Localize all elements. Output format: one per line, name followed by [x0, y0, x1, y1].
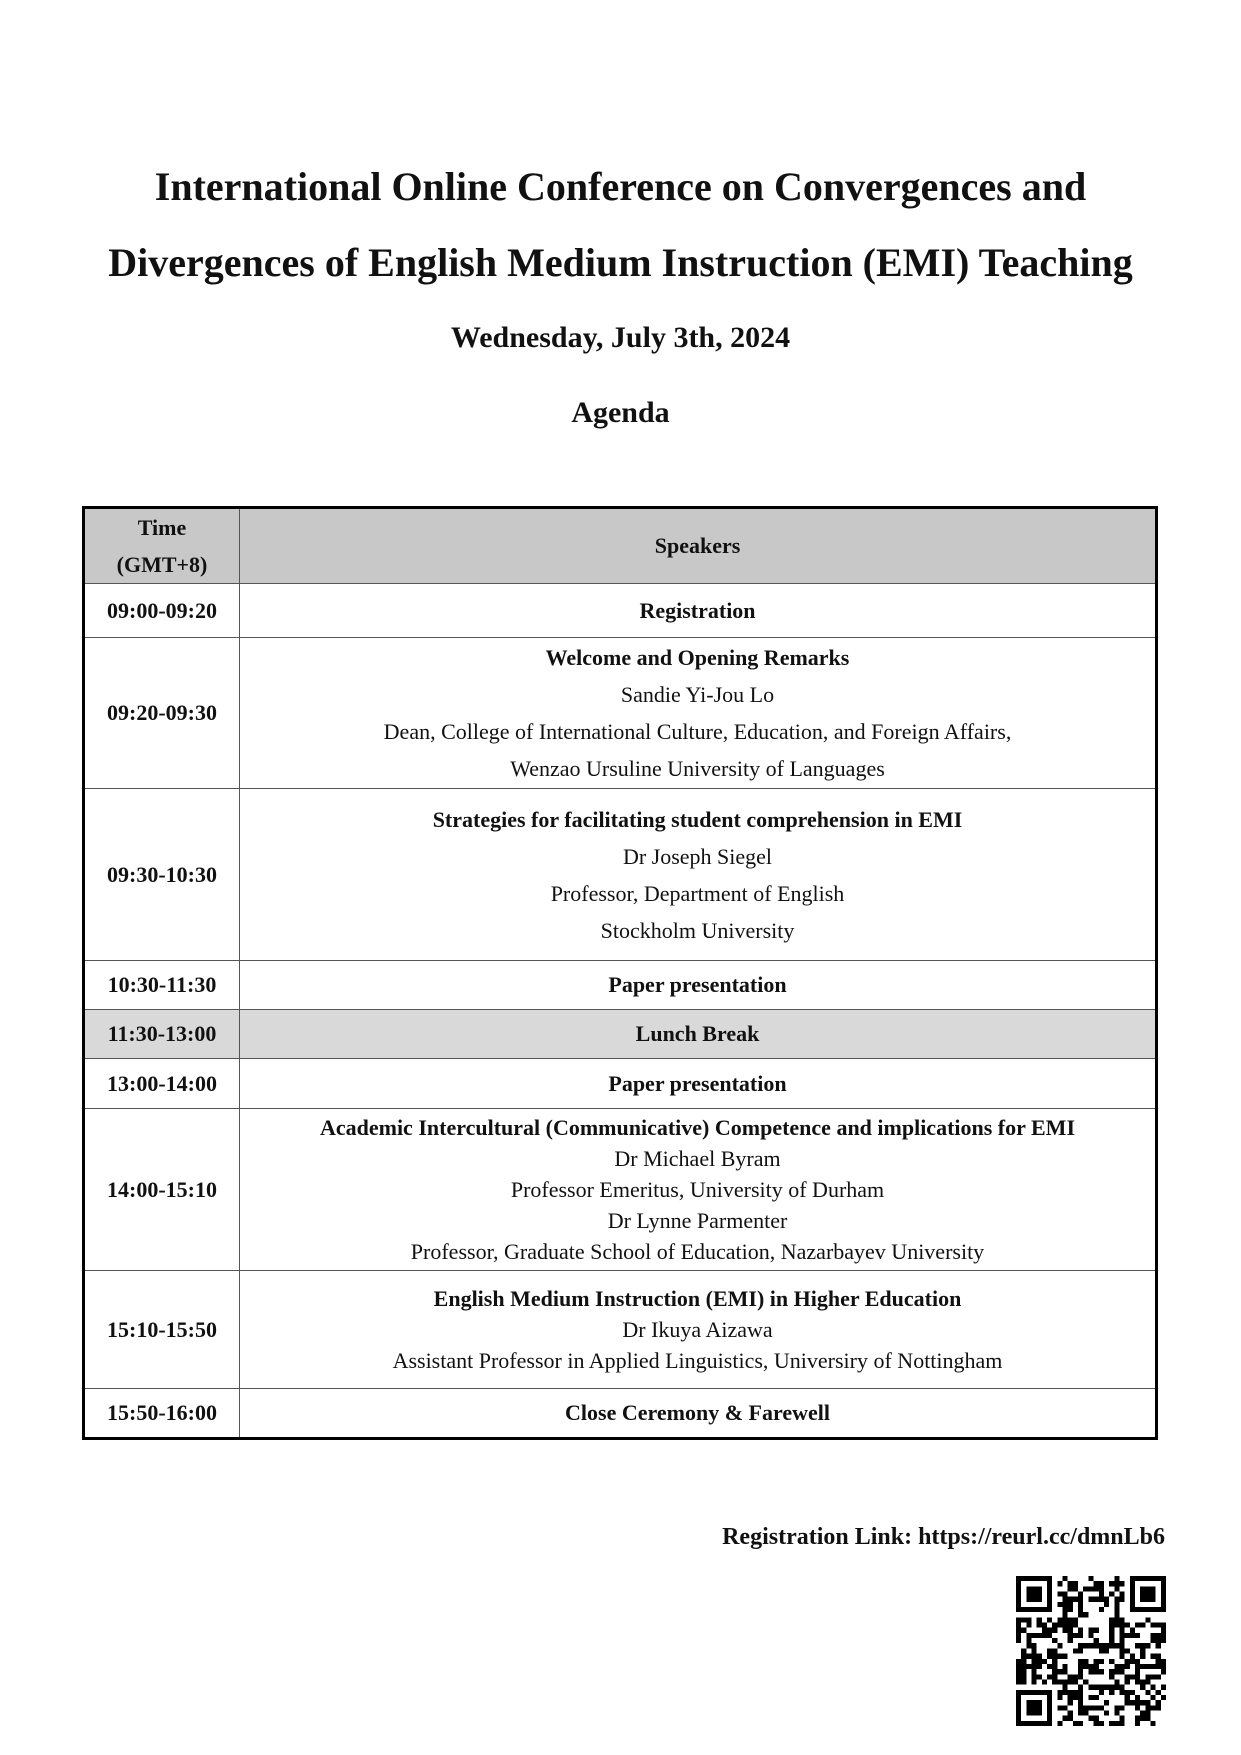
table-row [84, 1109, 1157, 1271]
speaker-name: Dr Ikuya Aizawa [622, 1317, 773, 1342]
row-title: Lunch Break [240, 1010, 1157, 1059]
table-row [84, 1059, 1157, 1109]
row-speakers [240, 1109, 1157, 1271]
row-speakers [240, 789, 1157, 961]
registration-link[interactable]: Registration Link: https://reurl.cc/dmnLb6 [722, 1524, 1165, 1550]
speaker-affiliation: Professor, Department of English [550, 880, 845, 906]
row-speakers [240, 1271, 1157, 1389]
conference-title-line2: Divergences of English Medium Instruction (EMI) Teaching [108, 240, 1133, 285]
qr-code-icon [1016, 1576, 1166, 1726]
speaker-affiliation: Stockholm University [600, 917, 795, 943]
agenda-heading: Agenda [571, 396, 670, 429]
header-time-label: Time [137, 515, 187, 540]
header-time [84, 508, 240, 584]
speaker-name: Dr Michael Byram [614, 1146, 781, 1171]
agenda-table [82, 506, 1158, 1440]
row-title: Close Ceremony & Farewell [240, 1389, 1157, 1439]
table-row [84, 584, 1157, 638]
speaker-name: Dr Lynne Parmenter [607, 1208, 788, 1233]
speaker-affiliation: Professor Emeritus, University of Durham [510, 1177, 885, 1202]
row-time: 14:00-15:10 [84, 1109, 240, 1271]
row-title: Registration [240, 584, 1157, 638]
row-time: 11:30-13:00 [84, 1010, 240, 1059]
speaker-affiliation: Wenzao Ursuline University of Languages [510, 756, 885, 781]
conference-title-line1: International Online Conference on Convergences and [154, 164, 1087, 209]
row-time: 09:20-09:30 [84, 638, 240, 789]
speaker-name: Sandie Yi-Jou Lo [620, 682, 775, 707]
session-title: Strategies for facilitating student comprehension in EMI [432, 806, 963, 832]
row-time: 13:00-14:00 [84, 1059, 240, 1109]
session-title: English Medium Instruction (EMI) in Higher Education [433, 1286, 962, 1311]
conference-date: Wednesday, July 3th, 2024 [450, 321, 791, 354]
table-row [84, 1271, 1157, 1389]
table-row [84, 1010, 1157, 1059]
speaker-affiliation: Professor, Graduate School of Education, Nazarbayev University [410, 1239, 985, 1264]
table-header-row [84, 508, 1157, 584]
speaker-affiliation: Dean, College of International Culture, Education, and Foreign Affairs, [383, 719, 1012, 744]
row-title: Paper presentation [240, 1059, 1157, 1109]
table-row [84, 1389, 1157, 1439]
header-time-zone: (GMT+8) [116, 552, 208, 577]
row-speakers [240, 638, 1157, 789]
header-speakers: Speakers [240, 508, 1157, 584]
speaker-name: Dr Joseph Siegel [622, 843, 773, 869]
session-title: Academic Intercultural (Communicative) Competence and implications for EMI [319, 1115, 1076, 1140]
row-time: 15:10-15:50 [84, 1271, 240, 1389]
row-time: 09:30-10:30 [84, 789, 240, 961]
row-title: Paper presentation [240, 961, 1157, 1010]
row-time: 15:50-16:00 [84, 1389, 240, 1439]
table-row [84, 961, 1157, 1010]
table-row [84, 638, 1157, 789]
table-row [84, 789, 1157, 961]
row-time: 10:30-11:30 [84, 961, 240, 1010]
session-title: Welcome and Opening Remarks [545, 645, 850, 670]
row-time: 09:00-09:20 [84, 584, 240, 638]
speaker-affiliation: Assistant Professor in Applied Linguistics, Universiry of Nottingham [392, 1348, 1003, 1373]
